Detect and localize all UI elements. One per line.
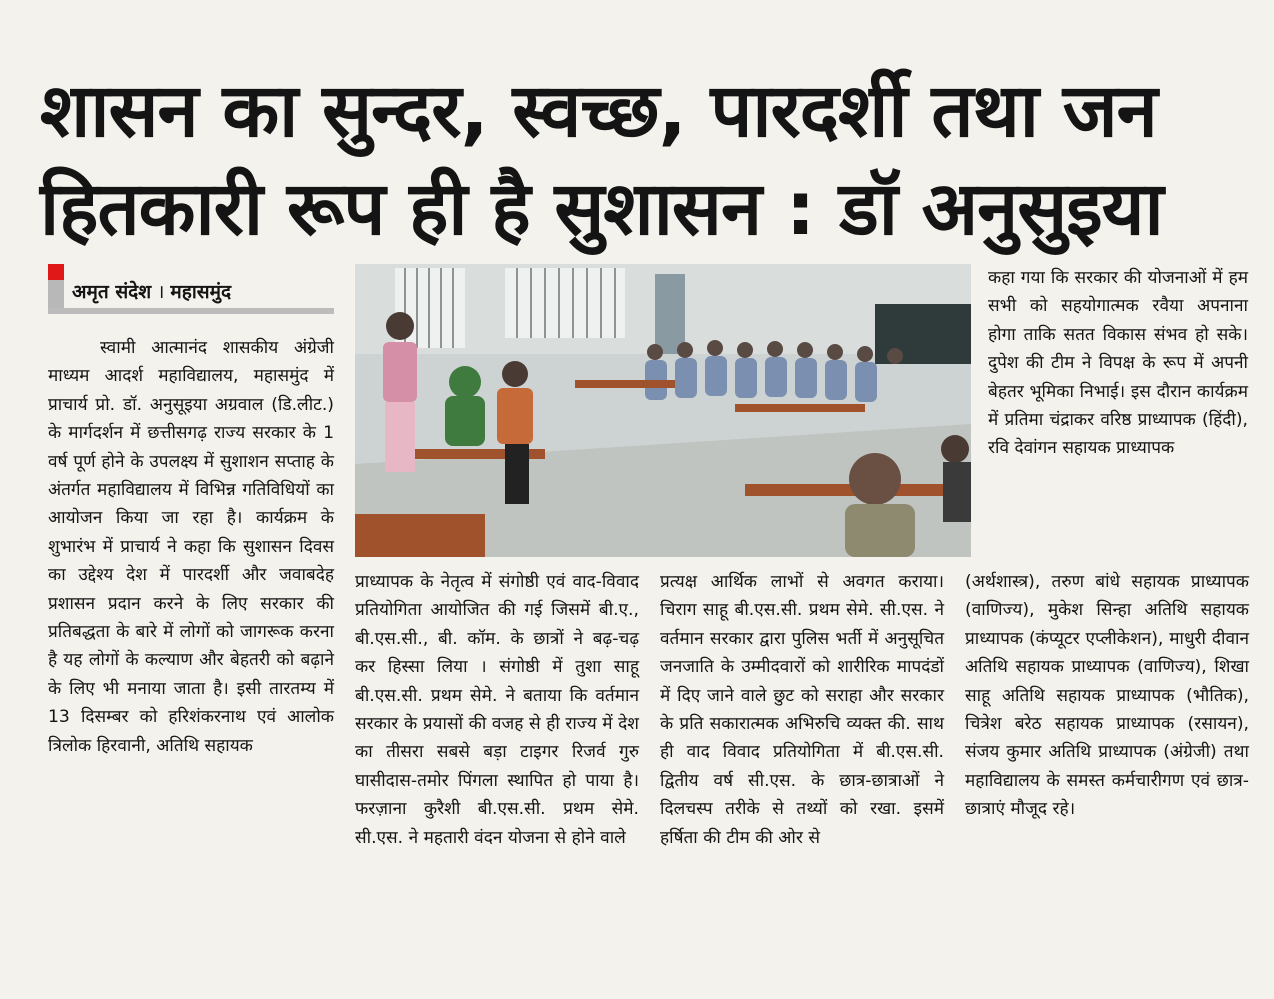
headline [40, 62, 1255, 258]
news-photo [355, 264, 971, 557]
article-paragraph: प्राध्यापक के नेतृत्व में संगोष्ठी एवं वाद-विवाद प्रतियोगिता आयोजित की गई जिसमें बी.ए., बी.एस.सी., बी. कॉम. के छात्रों ने बढ़-चढ़ कर हिस्सा लिया । संगोष्ठी में तुशा साहू बी.एस.सी. प्रथम सेमे. ने बताया कि वर्तमान सरकार के प्रयासों की वजह से ही राज्य में देश का तीसरा सबसे बड़ा टाइगर रिजर्व गुरु घासीदास-तमोर पिंगला स्थापित हो पाया है। फरज़ाना कुरैशी बी.एस.सी. प्रथम सेमे. सी.एस. ने महतारी वंदन योजना से होने वाले [355, 572, 639, 848]
classroom-photo-illustration [355, 264, 971, 557]
article-paragraph: कहा गया कि सरकार की योजनाओं में हम सभी को सहयोगात्मक रवैया अपनाना होगा ताकि सतत विकास संभव हो सके। दुपेश की टीम ने विपक्ष के रूप में अपनी बेहतर भूमिका निभाई। इस दौरान कार्यक्रम में प्रतिमा चंद्राकर वरिष्ठ प्राध्यापक (हिंदी), रवि देवांगन सहायक प्राध्यापक [988, 268, 1248, 459]
headline-line-1: शासन का सुन्दर, स्वच्छ, पारदर्शी तथा जन [40, 68, 1157, 154]
byline-text [72, 278, 231, 304]
right-edge-student [941, 435, 971, 522]
article-column-1 [48, 334, 334, 760]
door [655, 274, 685, 354]
seated-student-hijab [445, 366, 485, 446]
headline-line-2: हितकारी रूप ही है सुशासन : डॉ अनुसुइया [40, 166, 1163, 252]
article-paragraph: स्वामी आत्मानंद शासकीय अंग्रेजी माध्यम आदर्श महाविद्यालय, महासमुंद में प्राचार्य प्रो. डॉ. अनुसूइया अग्रवाल (डि.लीट.) के मार्गदर्शन में छत्तीसगढ़ राज्य सरकार के 1 वर्ष पूर्ण होने के उपलक्ष्य में सुशाशन सप्ताह के अंतर्गत महाविद्यालय में विभिन्न गतिविधियों का आयोजन किया जा रहा है। कार्यक्रम के शुभारंभ में प्राचार्य ने कहा कि सुशासन दिवस का उद्देश्य देश में पारदर्शी और जवाबदेह प्रशासन प्रदान करने के लिए सरकार की प्रतिबद्धता के बारे में लोगों को जागरूक करना है यह लोगों के कल्याण और बेहतरी को बढ़ाने के लिए भी मनाया जाता है। इसी तारतम्य में 13 दिसम्बर को हरिशंकरनाथ एवं आलोक त्रिलोक हिरवानी, अतिथि सहायक [48, 338, 334, 756]
red-marker-square [48, 264, 64, 280]
article-column-3 [660, 568, 944, 852]
article-column-2 [355, 568, 639, 852]
byline-underline [48, 308, 334, 314]
newspaper-name: अमृत संदेश [72, 281, 152, 303]
article-column-4-bottom [965, 568, 1249, 824]
byline-city: महासमुंद [170, 281, 232, 303]
article-column-4-top [988, 264, 1248, 463]
byline [48, 264, 334, 314]
article-paragraph: (अर्थशास्त्र), तरुण बांधे सहायक प्राध्यापक (वाणिज्य), मुकेश सिन्हा अतिथि सहायक प्राध्यापक (कंप्यूटर एप्लीकेशन), माधुरी दीवान अतिथि सहायक प्राध्यापक (वाणिज्य), शिखा साहू अतिथि सहायक प्राध्यापक (भौतिक), चित्रेश बरेठ सहायक प्राध्यापक (रसायन), संजय कुमार अतिथि प्राध्यापक (अंग्रेजी) तथा महाविद्यालय के समस्त कर्मचारीगण एवं छात्र-छात्राएं मौजूद रहे। [965, 572, 1249, 820]
byline-separator: । [157, 281, 165, 303]
article-paragraph: प्रत्यक्ष आर्थिक लाभों से अवगत कराया। चिराग साहू बी.एस.सी. प्रथम सेमे. सी.एस. ने वर्तमान सरकार द्वारा पुलिस भर्ती में अनुसूचित जनजाति के उम्मीदवारों को शारीरिक मापदंडों में दिए जाने वाले छुट को सराहा और सरकार के प्रति सकारात्मक अभिरुचि व्यक्त की. साथ ही वाद विवाद प्रतियोगिता में बी.एस.सी. द्वितीय वर्ष सी.एस. के छात्र-छात्राओं ने दिलचस्प तरीके से तथ्यों को रखा. इसमें हर्षिता की टीम की ओर से [660, 572, 944, 848]
window-grill-center [505, 268, 625, 338]
